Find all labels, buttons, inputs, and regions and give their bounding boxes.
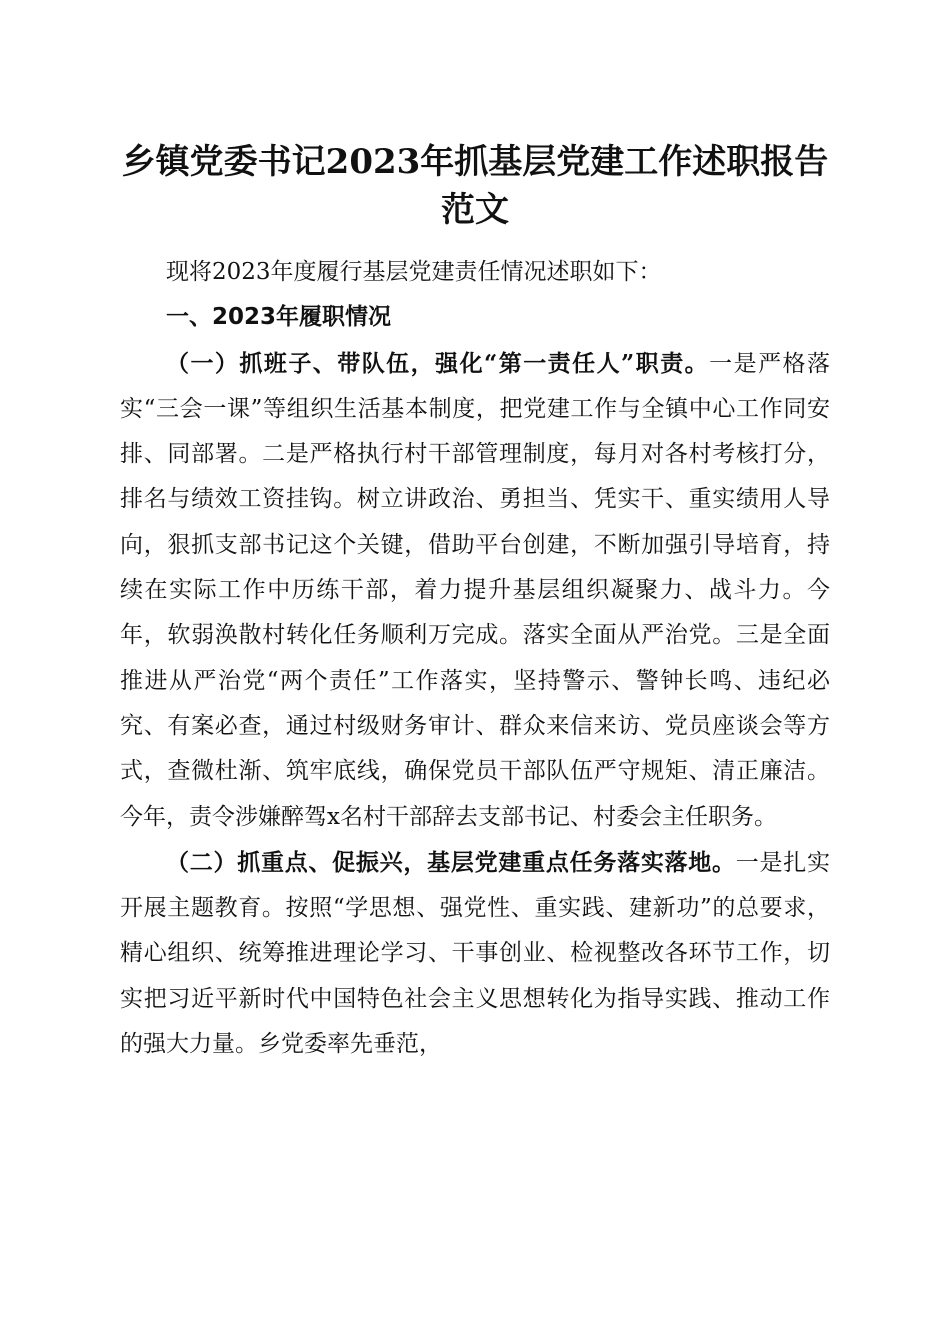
paragraph-1-lead: （一）抓班子、带队伍，强化“第一责任人”职责。 (166, 349, 710, 377)
paragraph-1-text: 一是严格落实“三会一课”等组织生活基本制度，把党建工作与全镇中心工作同安排、同部署。二是严格执行村干部管理制度，每月对各村考核打分，排名与绩效工资挂钩。树立讲政治、勇担当、凭实干、重实绩用人导向，狠抓支部书记这个关键，借助平台创建，不断加强引导培育，持续在实际工作中历练干部，着力提升基层组织凝聚力、战斗力。今年，软弱涣散村转化任务顺利万完成。落实全面从严治党。三是全面推进从严治党“两个责任”工作落实，坚持警示、警钟长鸣、违纪必究、有案必查，通过村级财务审计、群众来信来访、党员座谈会等方式，查微杜渐、筑牢底线，确保党员干部队伍严守规矩、清正廉洁。今年，责令涉嫌醉驾x名村干部辞去支部书记、村委会主任职务。 (120, 350, 830, 830)
intro-paragraph: 现将2023年度履行基层党建责任情况述职如下： (166, 259, 662, 285)
paragraph-2 (120, 840, 830, 1067)
paragraph-1 (120, 341, 830, 840)
paragraph-2-text: 一是扎实开展主题教育。按照“学思想、强党性、重实践、建新功”的总要求，精心组织、统筹推进理论学习、干事创业、检视整改各环节工作，切实把习近平新时代中国特色社会主义思想转化为指导实践、推动工作的强大力量。乡党委率先垂范， (120, 849, 831, 1058)
document-title: 乡镇党委书记2023年抓基层党建工作述职报告范文 (121, 142, 829, 230)
section-heading: 一、2023年履职情况 (166, 304, 392, 331)
document-body (120, 250, 830, 1067)
paragraph-2-lead: （二）抓重点、促振兴，基层党建重点任务落实落地。 (166, 848, 736, 876)
